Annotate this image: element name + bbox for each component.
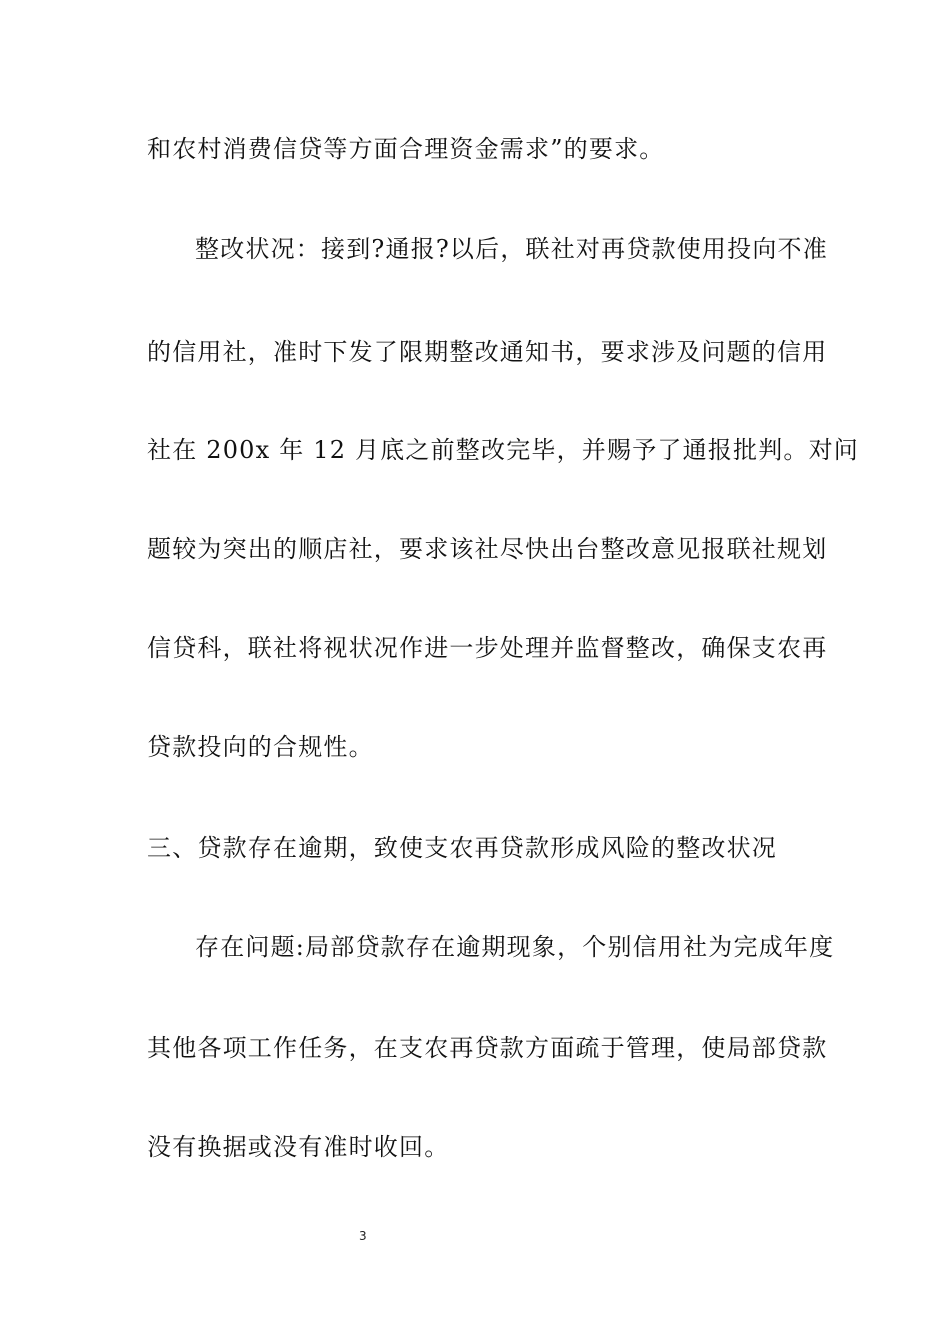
text-line: 和农村消费信贷等方面合理资金需求”的要求。 (147, 135, 665, 163)
text-line: 的信用社，准时下发了限期整改通知书，要求涉及问题的信用 (147, 338, 828, 366)
text-line: 社在 200x 年 12 月底之前整改完毕，并赐予了通报批判。对问 (147, 436, 859, 464)
text-line: 没有换据或没有准时收回。 (147, 1133, 450, 1161)
page-number: 3 (359, 1229, 367, 1243)
section-heading: 三、贷款存在逾期，致使支农再贷款形成风险的整改状况 (147, 834, 777, 862)
text-line: 题较为突出的顺店社，要求该社尽快出台整改意见报联社规划 (147, 535, 828, 563)
text-line: 整改状况：接到?通报?以后，联社对再贷款使用投向不准 (195, 235, 828, 263)
text-line: 存在问题:局部贷款存在逾期现象，个别信用社为完成年度 (195, 933, 835, 961)
text-line: 其他各项工作任务，在支农再贷款方面疏于管理，使局部贷款 (147, 1034, 828, 1062)
text-line: 贷款投向的合规性。 (147, 733, 374, 761)
text-line: 信贷科，联社将视状况作进一步处理并监督整改，确保支农再 (147, 634, 828, 662)
